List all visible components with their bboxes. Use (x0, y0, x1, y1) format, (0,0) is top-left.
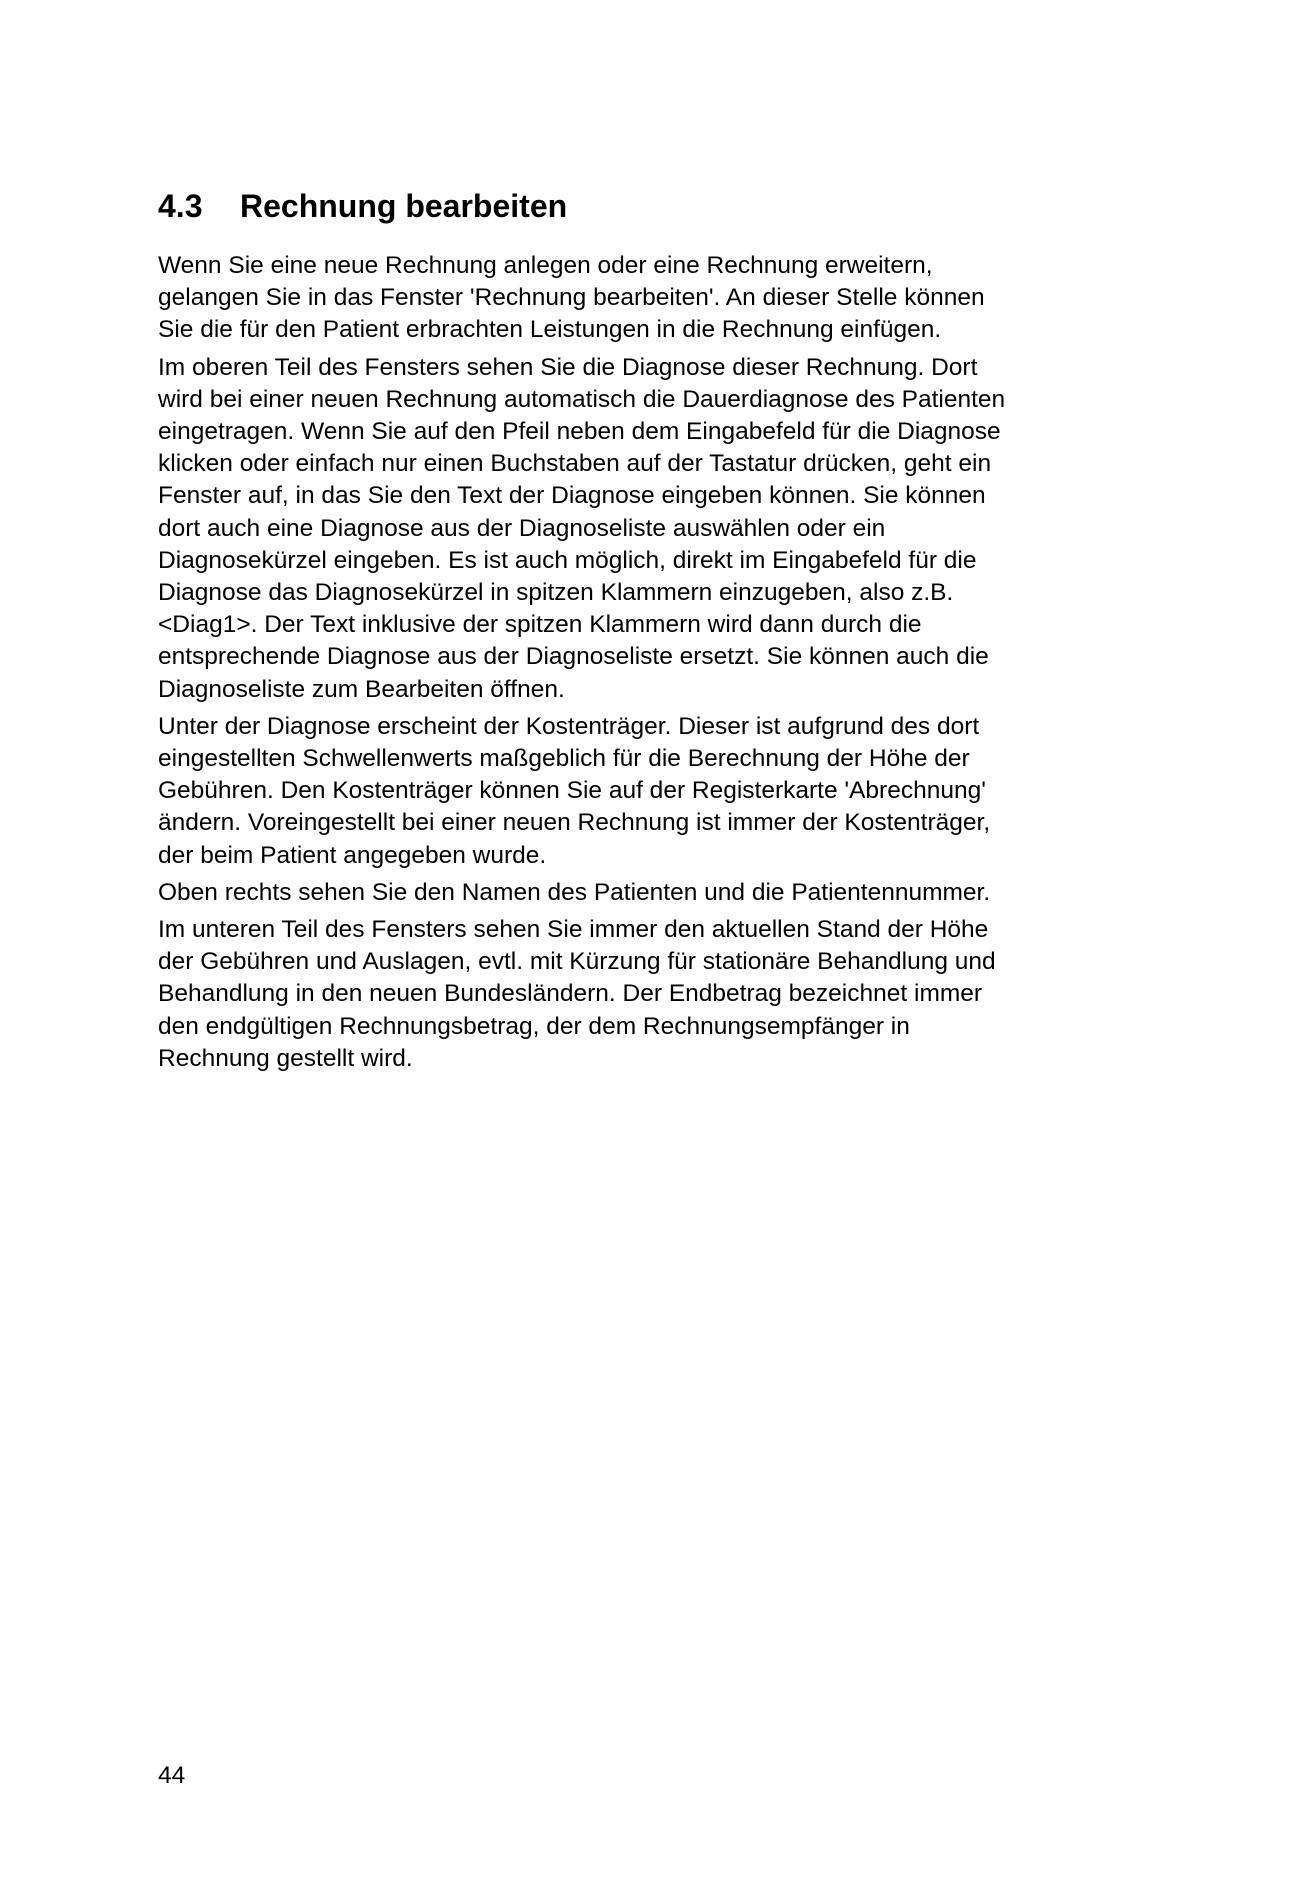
text-line: den endgültigen Rechnungsbetrag, der dem Rechnungsempfänger in (158, 1012, 910, 1040)
text-line: Gebühren. Den Kostenträger können Sie auf der Registerkarte 'Abrechnung' (158, 777, 986, 805)
text-line: entsprechende Diagnose aus der Diagnoseliste ersetzt. Sie können auch die (158, 643, 989, 671)
paragraph-kostentraeger (158, 711, 1158, 872)
body-text (158, 250, 1158, 1080)
text-line: <Diag1>. Der Text inklusive der spitzen Klammern wird dann durch die (158, 611, 922, 639)
text-line: eingestellten Schwellenwerts maßgeblich für die Berechnung der Höhe der (158, 745, 970, 773)
text-line: Diagnosekürzel eingeben. Es ist auch möglich, direkt im Eingabefeld für die (158, 546, 977, 574)
text-line: ändern. Voreingestellt bei einer neuen Rechnung ist immer der Kostenträger, (158, 809, 991, 837)
text-line: Behandlung in den neuen Bundesländern. Der Endbetrag bezeichnet immer (158, 980, 983, 1008)
section-number: 4.3 (158, 188, 203, 224)
text-line: Unter der Diagnose erscheint der Kostenträger. Dieser ist aufgrund des dort (158, 712, 980, 740)
text-line: dort auch eine Diagnose aus der Diagnoseliste auswählen oder ein (158, 514, 886, 542)
text-line: Oben rechts sehen Sie den Namen des Patienten und die Patientennummer. (158, 878, 991, 906)
paragraph-diagnose (158, 352, 1158, 706)
text-line: wird bei einer neuen Rechnung automatisch die Dauerdiagnose des Patienten (158, 385, 1006, 413)
paragraph-patient (158, 877, 1158, 909)
paragraph-intro (158, 250, 1158, 347)
text-line: Diagnoseliste zum Bearbeiten öffnen. (158, 675, 565, 703)
text-line: eingetragen. Wenn Sie auf den Pfeil neben dem Eingabefeld für die Diagnose (158, 418, 1001, 446)
text-line: Im unteren Teil des Fensters sehen Sie immer den aktuellen Stand der Höhe (158, 916, 989, 944)
text-line: Sie die für den Patient erbrachten Leistungen in die Rechnung einfügen. (158, 316, 942, 344)
text-line: klicken oder einfach nur einen Buchstaben auf der Tastatur drücken, geht ein (158, 450, 992, 478)
text-line: gelangen Sie in das Fenster 'Rechnung bearbeiten'. An dieser Stelle können (158, 284, 985, 312)
text-line: Im oberen Teil des Fensters sehen Sie die Diagnose dieser Rechnung. Dort (158, 353, 978, 381)
text-line: der beim Patient angegeben wurde. (158, 841, 547, 869)
text-line: Diagnose das Diagnosekürzel in spitzen Klammern einzugeben, also z.B. (158, 579, 954, 607)
section-heading (158, 184, 567, 228)
paragraph-gebuehren (158, 914, 1158, 1075)
page-number: 44 (158, 1762, 186, 1789)
text-line: der Gebühren und Auslagen, evtl. mit Kürzung für stationäre Behandlung und (158, 948, 996, 976)
text-line: Rechnung gestellt wird. (158, 1044, 413, 1072)
text-line: Wenn Sie eine neue Rechnung anlegen oder eine Rechnung erweitern, (158, 252, 933, 279)
text-line: Fenster auf, in das Sie den Text der Diagnose eingeben können. Sie können (158, 482, 986, 510)
section-title: Rechnung bearbeiten (240, 188, 568, 224)
